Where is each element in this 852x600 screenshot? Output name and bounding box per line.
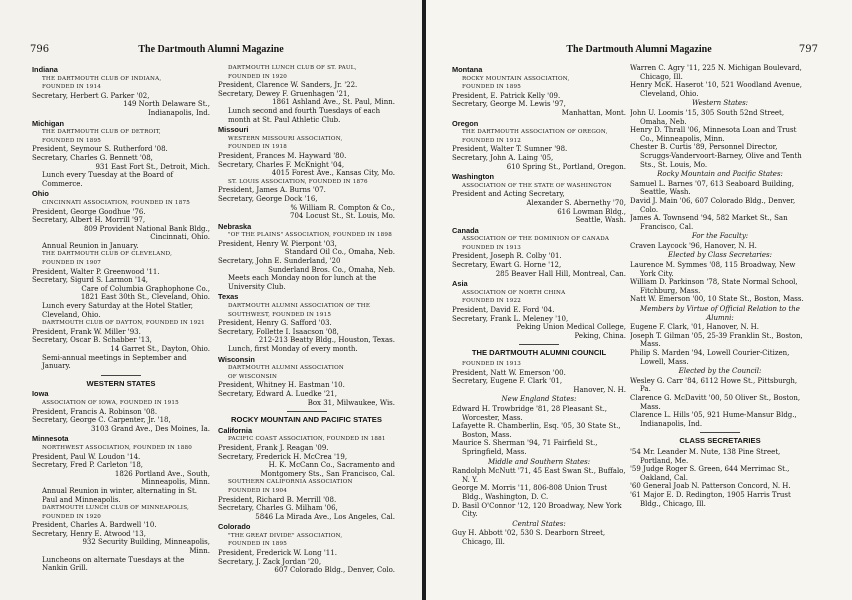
directory-entry: Secretary, Sigurd S. Larmon '14, [32,276,149,285]
directory-entry: William D. Parkinson '78, State Normal School, Fitchburg, Mass. [630,278,798,295]
association-line: FOUNDED IN 1914 [42,84,102,91]
association-line: "THE GREAT DIVIDE" ASSOCIATION, [228,532,343,539]
directory-entry: President, Whitney H. Eastman '10. [218,381,345,390]
directory-entry: President, Natt W. Emerson '00. [452,368,566,377]
address-line: Alexander S. Abernethy '70, [526,198,626,207]
association-line: FOUNDED IN 1920 [42,513,102,520]
address-line: 607 Colorado Bldg., Denver, Colo. [274,566,395,575]
address-line: 4015 Forest Ave., Kansas City, Mo. [271,169,395,178]
directory-entry: Secretary, Charles G. Milham '06, [218,504,338,513]
address-line: 931 East Fort St., Detroit, Mich. [95,162,210,171]
meeting-note: Annual Reunion in January. [42,241,139,250]
meeting-note: Annual Reunion in winter, alternating in St. Paul and Minneapolis. [42,486,197,504]
directory-entry: President, David E. Ford '04. [452,306,555,315]
state-heading: Asia [452,279,468,289]
section-title: WESTERN STATES [86,378,156,388]
address-line: 809 Provident National Bank Bldg., [83,224,210,233]
association-line: FOUNDED IN 1913 [462,361,522,367]
directory-entry: '61 Major E. D. Redington, 1905 Harris Trust Bldg., Chicago, Ill. [630,490,791,508]
address-line: 1861 Ashland Ave., St. Paul, Minn. [272,98,395,107]
address-line: Care of Columbia Graphophone Co., [81,284,210,293]
meeting-note: Semi-annual meetings in September and January. [42,353,187,371]
directory-entry: Secretary, J. Zack Jordan '20, [218,557,322,566]
directory-entry: President, Frederick W. Long '11. [218,549,337,558]
directory-entry: Secretary, Henry E. Atwood '13, [32,529,146,538]
association-line: DARTMOUTH ALUMNI ASSOCIATION [228,365,344,372]
address-line: 1826 Portland Ave., South, [114,469,210,478]
left-column-1 [32,64,210,592]
association-line: "OF THE PLAINS" ASSOCIATION, FOUNDED IN 1898 [228,232,392,239]
directory-entry: '59 Judge Roger S. Green, 644 Merrimac St., Oakland, Cal. [630,465,790,482]
meeting-note: Lunch every Tuesday at the Board of Commerce. [42,171,174,188]
association-line: THE DARTMOUTH CLUB OF CLEVELAND, [42,251,173,258]
state-heading: Canada [452,225,479,235]
directory-entry: President, Seymour S. Rutherford '08. [32,145,168,154]
association-line: ASSOCIATION OF THE DOMINION OF CANADA [462,236,610,243]
address-line: Box 31, Milwaukee, Wis. [307,398,395,407]
address-line: 149 North Delaware St., [123,100,210,109]
association-line: FOUNDED IN 1895 [228,541,288,548]
address-line: Sunderland Bros. Co., Omaha, Neb. [268,265,395,274]
address-line: 5846 La Mirada Ave., Los Angeles, Cal. [255,512,395,521]
directory-entry: Maurice S. Sherman '94, 71 Fairfield St., Springfield, Mass. [452,439,598,456]
directory-entry: Joseph T. Gilman '05, 25-39 Franklin St., Boston, Mass. [630,331,803,349]
association-line: SOUTHWEST, FOUNDED IN 1915 [228,311,332,318]
association-line: ASSOCIATION OF NORTH CHINA [462,289,566,296]
running-title: The Dartmouth Alumni Magazine [138,44,284,55]
group-subheading: Elected by the Council: [678,367,762,376]
directory-entry: Craven Laycock '96, Hanover, N. H. [630,241,757,250]
directory-entry: President, James A. Burns '07. [218,186,326,195]
directory-entry: Warren C. Agry '11, 225 N. Michigan Boulevard, Chicago, Ill. [630,64,802,81]
association-line: FOUNDED IN 1895 [42,137,102,144]
association-line: OF WISCONSIN [228,373,278,380]
state-heading: Michigan [32,118,65,128]
address-line: Cincinnati, Ohio. [150,233,210,242]
group-subheading: Western States: [691,99,749,108]
directory-entry: Laurence M. Symmes '08, 115 Broadway, New York City. [630,261,796,278]
association-line: ST. LOUIS ASSOCIATION, FOUNDED IN 1876 [228,178,368,185]
address-line: % William R. Compton & Co., [290,203,395,212]
directory-entry: President, Joseph R. Colby '01. [452,252,562,261]
association-line: THE DARTMOUTH ASSOCIATION OF OREGON, [462,129,608,136]
address-line: Manhattan, Mont. [561,108,626,117]
directory-entry: President, Clarence W. Sanders, Jr. '22. [218,81,358,90]
page-header [0,44,422,58]
group-subheading: For the Faculty: [691,232,749,241]
directory-entry: James A. Townsend '94, 582 Market St., San Francisco, Cal. [630,214,788,231]
association-line: DARTMOUTH ALUMNI ASSOCIATION OF THE [228,303,371,310]
directory-entry: President, Frank J. Reagan '09. [218,443,329,452]
directory-entry: Guy H. Abbott '02, 530 S. Dearborn Street, Chicago, Ill. [452,529,606,546]
directory-entry: Secretary, Frank L. Meleney '10, [452,314,569,323]
state-heading: Minnesota [32,434,69,444]
address-line: Hanover, N. H. [573,385,626,394]
address-line: Seattle, Wash. [575,216,626,225]
association-line: THE DARTMOUTH CLUB OF DETROIT, [42,129,161,136]
association-line: FOUNDED IN 1922 [462,298,522,305]
association-line: FOUNDED IN 1904 [228,487,288,494]
address-line: 3103 Grand Ave., Des Moines, Ia. [91,424,210,433]
address-line: 704 Locust St., St. Louis, Mo. [290,212,395,221]
meeting-note: Meets each Monday noon for lunch at the University Club. [228,274,377,291]
association-line: ASSOCIATION OF IOWA, FOUNDED IN 1915 [42,399,179,406]
association-line: DARTMOUTH LUNCH CLUB OF MINNEAPOLIS, [42,505,190,512]
directory-entry: President, Paul W. Loudon '14. [32,452,141,461]
directory-entry: Secretary, Fred P. Carleton '18, [32,461,144,470]
directory-entry: Chester B. Curtis '89, Personnel Director, Scruggs-Vandervoort-Barney, Olive and Tenth Sts., St. Louis, Mo. [630,143,802,169]
address-line: Minneapolis, Minn. [141,478,210,487]
directory-entry: Secretary, Charles G. Bennett '08, [32,153,153,162]
directory-entry: President, Henry G. Safford '03. [218,319,332,328]
association-line: FOUNDED IN 1912 [462,137,522,144]
directory-entry: Clarence G. McDavitt '00, 50 Oliver St., Boston, Mass. [630,393,801,411]
association-line: FOUNDED IN 1913 [462,244,522,251]
section-rule [287,411,327,412]
association-line: PACIFIC COAST ASSOCIATION, FOUNDED IN 1881 [228,436,386,443]
address-line: Standard Oil Co., Omaha, Neb. [284,248,395,257]
directory-entry: President, Henry W. Pierpont '03, [218,239,337,248]
association-line: FOUNDED IN 1920 [228,73,288,80]
directory-entry: Secretary, Ewart G. Horne '12, [452,261,562,270]
directory-entry: George M. Morris '11, 806-808 Union Trust Bldg., Washington, D. C. [452,484,608,501]
address-line: 14 Garret St., Dayton, Ohio. [110,345,210,353]
directory-entry: Samuel L. Barnes '07, 613 Seaboard Building, Seattle, Wash. [630,179,794,197]
directory-entry: '54 Mr. Leander M. Nute, 138 Pine Street, Portland, Me. [630,447,781,465]
address-line: 616 Lowman Bldg., [557,207,626,216]
section-title: CLASS SECRETARIES [679,436,761,446]
directory-entry: Henry D. Thrall '06, Minnesota Loan and Trust Co., Minneapolis, Minn. [630,126,797,143]
directory-entry: John U. Loomis '15, 305 South 52nd Street, Omaha, Neb. [630,108,785,126]
state-heading: Ohio [32,189,49,199]
directory-entry: President, Richard B. Merrill '08. [218,495,337,504]
address-line: 610 Spring St., Portland, Oregon. [506,162,626,171]
directory-entry: President, Charles A. Bardwell '10. [32,521,157,530]
directory-entry: Secretary, George Dock '16, [218,194,318,203]
directory-entry: President, Frances M. Hayward '80. [218,151,347,160]
group-subheading: New England States: [501,395,577,404]
directory-entry: Secretary, George M. Lewis '97, [452,100,566,109]
association-line: FOUNDED IN 1918 [228,144,288,151]
right-column-2 [630,64,810,592]
directory-entry: Eugene F. Clark, '01, Hanover, N. H. [630,323,760,332]
address-line: Peking, China. [574,331,626,340]
directory-entry: Henry McK. Haserot '10, 521 Woodland Avenue, Cleveland, Ohio. [630,81,803,98]
directory-entry: Natt W. Emerson '00, 10 State St., Boston, Mass. [630,295,804,304]
running-title: The Dartmouth Alumni Magazine [566,44,712,55]
directory-entry: President, Francis A. Robinson '08. [32,407,158,416]
state-heading: Oregon [452,118,479,128]
directory-entry: Randolph McNutt '71, 45 East Swan St., Buffalo, N. Y. [452,467,626,484]
association-line: THE DARTMOUTH CLUB OF INDIANA, [42,75,162,82]
section-rule [101,375,141,376]
directory-entry: President, Frank W. Miller '93. [32,327,141,336]
meeting-note: Lunch, first Monday of every month. [228,345,358,353]
state-heading: Montana [452,65,483,74]
association-line: FOUNDED IN 1907 [42,260,102,267]
state-heading: Washington [452,172,495,182]
meeting-note: Luncheons on alternate Tuesdays at the Nankin Grill. [42,555,185,573]
directory-entry: '60 General Joab N. Patterson Concord, N. H. [630,482,791,491]
state-heading: Texas [218,292,239,302]
state-heading: Nebraska [218,221,252,231]
group-subheading: Central States: [512,519,566,528]
directory-entry: Philip S. Marden '94, Lowell Courier-Citizen, Lowell, Mass. [630,349,790,366]
association-line: SOUTHERN CALIFORNIA ASSOCIATION [228,479,353,486]
section-title: ROCKY MOUNTAIN AND PACIFIC STATES [231,415,382,425]
association-line: ROCKY MOUNTAIN ASSOCIATION, [462,75,570,82]
directory-entry: Secretary, Follette I. Isaacson '08, [218,327,339,336]
directory-entry: Secretary, Frederick H. McCrea '19, [218,452,348,461]
address-line: 932 Security Building, Minneapolis, Minn. [82,538,210,556]
left-column-2 [218,64,395,592]
directory-entry: Edward H. Trowbridge '81, 28 Pleasant St., Worcester, Mass. [452,404,608,422]
address-line: Indianapolis, Ind. [147,108,210,117]
section-rule [700,432,740,433]
group-subheading: Middle and Southern States: [487,457,591,466]
directory-entry: Secretary, Albert H. Morrill '97, [32,216,146,225]
directory-entry: Secretary, Charles F. McKnight '04, [218,160,345,169]
group-subheading: Rocky Mountain and Pacific States: [657,170,783,179]
meeting-note: Lunch second and fourth Tuesdays of each month at St. Paul Athletic Club. [228,106,381,124]
directory-entry: David J. Main '06, 607 Colorado Bldg., Denver, Colo. [630,196,796,214]
directory-entry: Secretary, Oscar B. Schabber '13, [32,336,152,345]
state-heading: Iowa [32,389,49,399]
association-line: FOUNDED IN 1895 [462,84,522,91]
address-line: 285 Beaver Hall Hill, Montreal, Can. [495,269,626,278]
directory-entry: President and Acting Secretary, [452,190,565,199]
group-subheading: Members by Virtue of Official Relation to the Alumni: [640,305,800,322]
address-line: 1821 East 30th St., Cleveland, Ohio. [80,293,210,302]
directory-entry: Secretary, George C. Carpenter, Jr. '18, [32,416,171,425]
address-line: H. K. McCann Co., Sacramento and Montgomery Sts., San Francisco, Cal. [260,461,395,478]
page-number: 796 [30,44,50,55]
state-heading: Missouri [218,125,249,135]
directory-entry: Secretary, Eugene F. Clark '01, [452,377,563,386]
directory-entry: President, Walter T. Sumner '98. [452,145,568,154]
directory-entry: Clarence L. Hills '05, 921 Hume-Mansur Bldg., Indianapolis, Ind. [630,411,797,428]
directory-entry: Secretary, Dewey F. Gruenhagen '21, [218,89,350,98]
directory-entry: Lafayette R. Chamberlin, Esq. '05, 30 State St., Boston, Mass. [452,422,621,439]
directory-entry: President, E. Patrick Kelly '09. [452,91,561,100]
directory-entry: Secretary, John A. Laing '05, [452,153,554,162]
section-title: THE DARTMOUTH ALUMNI COUNCIL [471,348,607,358]
right-column-1 [452,64,626,592]
state-heading: Indiana [32,65,58,74]
association-line: ASSOCIATION OF THE STATE OF WASHINGTON [462,182,612,189]
state-heading: California [218,425,253,435]
meeting-note: Lunch every Saturday at the Hotel Statler, Cleveland, Ohio. [42,302,193,319]
directory-entry: President, George Goodhue '76. [32,207,146,216]
association-line: DARTMOUTH LUNCH CLUB OF ST. PAUL, [228,65,357,71]
address-line: Peking Union Medical College, [516,323,626,332]
page-header [426,44,852,58]
directory-entry: Secretary, John E. Sunderland, '20 [218,257,341,266]
state-heading: Colorado [218,522,251,532]
association-line: NORTHWEST ASSOCIATION, FOUNDED IN 1880 [42,444,193,451]
directory-entry: Wesley G. Carr '84, 6112 Howe St., Pittsburgh, Pa. [630,376,798,394]
association-line: CINCINNATI ASSOCIATION, FOUNDED IN 1875 [42,199,190,206]
section-rule [519,344,559,345]
group-subheading: Elected by Class Secretaries: [668,251,772,260]
page-number: 797 [798,44,818,55]
directory-entry: Secretary, Herbert G. Parker '02, [32,91,150,100]
association-line: WESTERN MISSOURI ASSOCIATION, [228,135,343,142]
address-line: 212-213 Beatty Bldg., Houston, Texas. [258,336,395,345]
directory-entry: President, Walter P. Greenwood '11. [32,267,160,276]
state-heading: Wisconsin [218,354,255,364]
directory-entry: Secretary, Edward A. Luedke '21, [218,389,337,398]
association-line: DARTMOUTH CLUB OF DAYTON, FOUNDED IN 1921 [42,320,205,327]
directory-entry: D. Basil O'Connor '12, 120 Broadway, New York City. [452,501,622,519]
